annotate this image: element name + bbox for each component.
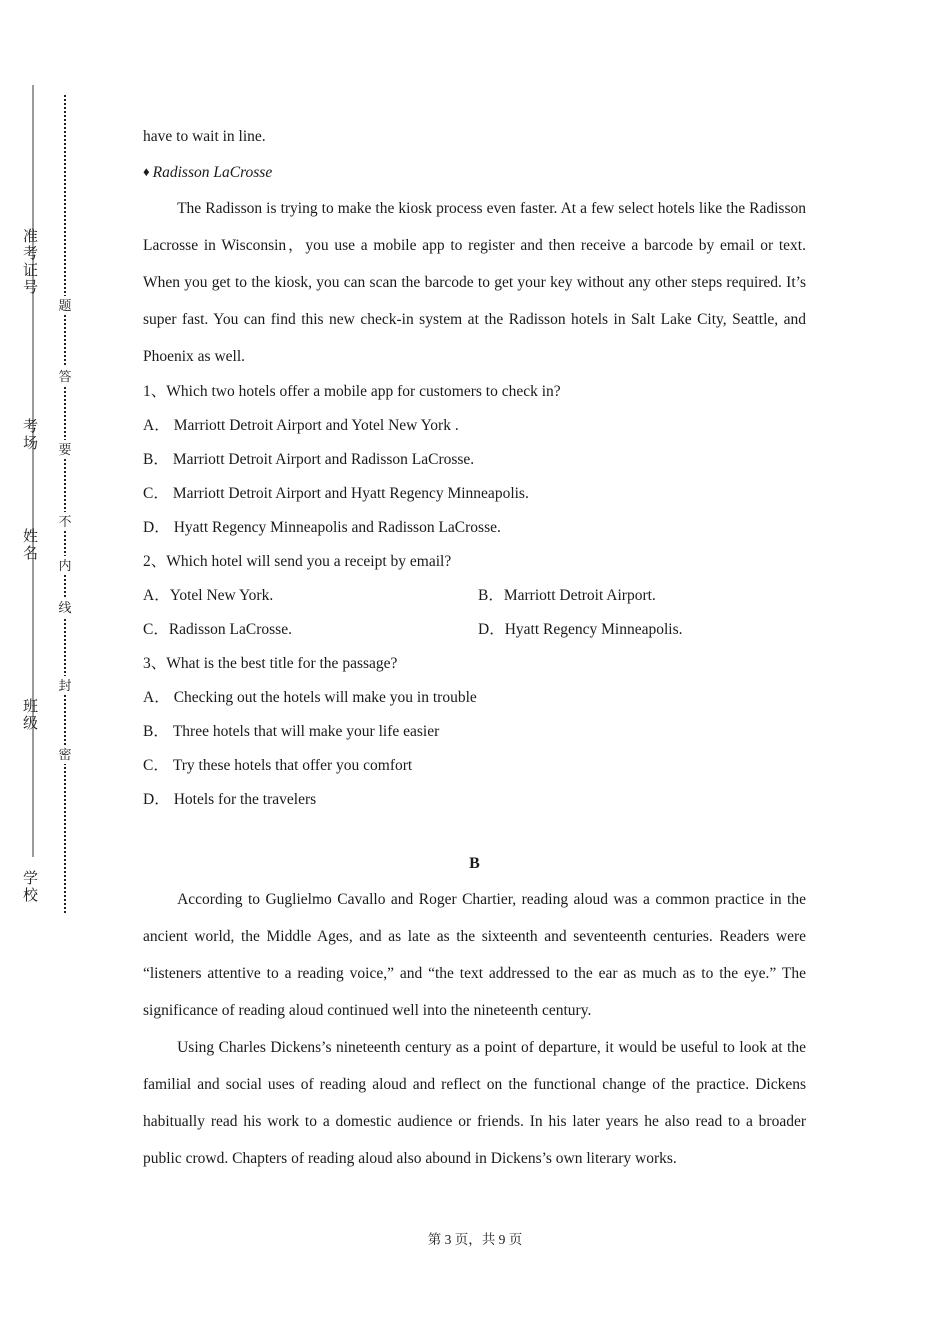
hotel-paragraph: The Radisson is trying to make the kiosk process even faster. At a few select hotels like the Radisson Lacrosse in Wisconsin，you use a mobile app to register and then receive a barcode by email or text. When you get to the kiosk, you can scan the barcode to get your key without any other steps required. It’s super fast. You can find this new check-in system at the Radisson hotels in Salt Lake City, Seattle, and Phoenix as well. bbox=[143, 200, 806, 365]
option-letter: D． bbox=[143, 519, 170, 536]
question-3-option-d[interactable] bbox=[143, 783, 806, 817]
option-text: Hyatt Regency Minneapolis. bbox=[504, 621, 683, 638]
question-3-option-a[interactable] bbox=[143, 681, 806, 715]
option-letter: C． bbox=[143, 485, 169, 502]
question-2-number: 2、 bbox=[143, 553, 167, 570]
field-label-exam-number: 准考证号 bbox=[21, 228, 37, 296]
field-label-class: 班级 bbox=[21, 698, 37, 732]
option-letter: C． bbox=[143, 621, 169, 638]
option-text: Marriott Detroit Airport and Yotel New York . bbox=[173, 417, 459, 434]
seal-char-4: 内 bbox=[58, 558, 72, 573]
seal-char-3: 不 bbox=[58, 514, 72, 529]
option-text: Marriott Detroit Airport. bbox=[503, 587, 656, 604]
option-text: Three hotels that will make your life easier bbox=[172, 723, 440, 740]
option-text: Yotel New York. bbox=[169, 587, 274, 604]
diamond-bullet-icon: ♦ bbox=[143, 164, 150, 179]
question-2-option-b[interactable] bbox=[478, 579, 806, 613]
section-b-paragraph-2: Using Charles Dickens’s nineteenth century as a point of departure, it would be useful to look at the familial and social uses of reading aloud and reflect on the functional change of the practice. Dickens habitually read his work to a domestic audience or friends. In his later years he also read to a broader public crowd. Chapters of reading aloud also abound in Dickens’s own literary works. bbox=[143, 1039, 806, 1167]
question-1-number: 1、 bbox=[143, 383, 167, 400]
question-2-option-row-2 bbox=[143, 613, 806, 647]
question-3-number: 3、 bbox=[143, 655, 167, 672]
question-2 bbox=[143, 545, 806, 579]
seal-char-0: 题 bbox=[58, 298, 72, 313]
option-letter: B． bbox=[143, 451, 169, 468]
question-1-option-d[interactable] bbox=[143, 511, 806, 545]
seal-char-6: 封 bbox=[58, 678, 72, 693]
option-text: Marriott Detroit Airport and Hyatt Regency Minneapolis. bbox=[172, 485, 529, 502]
carryover-line: have to wait in line. bbox=[143, 128, 266, 145]
question-1-option-a[interactable] bbox=[143, 409, 806, 443]
field-label-exam-room: 考场 bbox=[21, 418, 37, 452]
page-footer bbox=[0, 1228, 950, 1248]
question-3 bbox=[143, 647, 806, 681]
question-2-option-a[interactable] bbox=[143, 579, 478, 613]
option-letter: D． bbox=[143, 791, 170, 808]
option-letter: D． bbox=[478, 621, 505, 638]
hotel-subheading bbox=[143, 155, 806, 190]
section-b-paragraph-1: According to Guglielmo Cavallo and Roger Chartier, reading aloud was a common practice in the ancient world, the Middle Ages, and as late as the sixteenth and seventeenth centuries. Readers were “listeners attentive to a reading voice,” and “the text addressed to the ear as much as to the eye.” The significance of reading aloud continued well into the nineteenth century. bbox=[143, 891, 806, 1019]
option-letter: B． bbox=[143, 723, 169, 740]
seal-char-1: 答 bbox=[58, 369, 72, 384]
question-3-option-c[interactable] bbox=[143, 749, 806, 783]
seal-char-5: 线 bbox=[58, 600, 72, 615]
option-text: Checking out the hotels will make you in trouble bbox=[173, 689, 477, 706]
question-1-option-b[interactable] bbox=[143, 443, 806, 477]
question-3-stem: What is the best title for the passage? bbox=[166, 655, 398, 672]
section-b-heading: B bbox=[469, 855, 480, 872]
question-2-option-d[interactable] bbox=[478, 613, 806, 647]
seal-char-2: 要 bbox=[58, 442, 72, 457]
option-text: Hyatt Regency Minneapolis and Radisson LaCrosse. bbox=[173, 519, 501, 536]
seal-solid-rule bbox=[32, 85, 34, 857]
option-letter: A． bbox=[143, 417, 170, 434]
question-3-option-b[interactable] bbox=[143, 715, 806, 749]
question-1-option-c[interactable] bbox=[143, 477, 806, 511]
hotel-subheading-title: Radisson LaCrosse bbox=[152, 164, 273, 181]
question-2-stem: Which hotel will send you a receipt by email? bbox=[166, 553, 452, 570]
seal-dotted-rule bbox=[64, 95, 66, 913]
question-2-option-row-1 bbox=[143, 579, 806, 613]
question-2-option-c[interactable] bbox=[143, 613, 478, 647]
question-1-stem: Which two hotels offer a mobile app for customers to check in? bbox=[166, 383, 561, 400]
option-text: Hotels for the travelers bbox=[173, 791, 317, 808]
page-body bbox=[143, 0, 806, 1344]
seal-char-7: 密 bbox=[58, 747, 72, 762]
seal-margin bbox=[0, 0, 130, 1344]
field-label-student-name: 姓名 bbox=[21, 528, 37, 562]
option-letter: C． bbox=[143, 757, 169, 774]
option-letter: B． bbox=[478, 587, 504, 604]
option-text: Marriott Detroit Airport and Radisson LaCrosse. bbox=[172, 451, 475, 468]
option-letter: A． bbox=[143, 587, 170, 604]
page-number-text: 第 3 页，共 9 页 bbox=[427, 1232, 523, 1247]
question-1 bbox=[143, 375, 806, 409]
option-text: Try these hotels that offer you comfort bbox=[172, 757, 413, 774]
field-label-school: 学校 bbox=[21, 870, 37, 904]
option-letter: A． bbox=[143, 689, 170, 706]
option-text: Radisson LaCrosse. bbox=[168, 621, 292, 638]
